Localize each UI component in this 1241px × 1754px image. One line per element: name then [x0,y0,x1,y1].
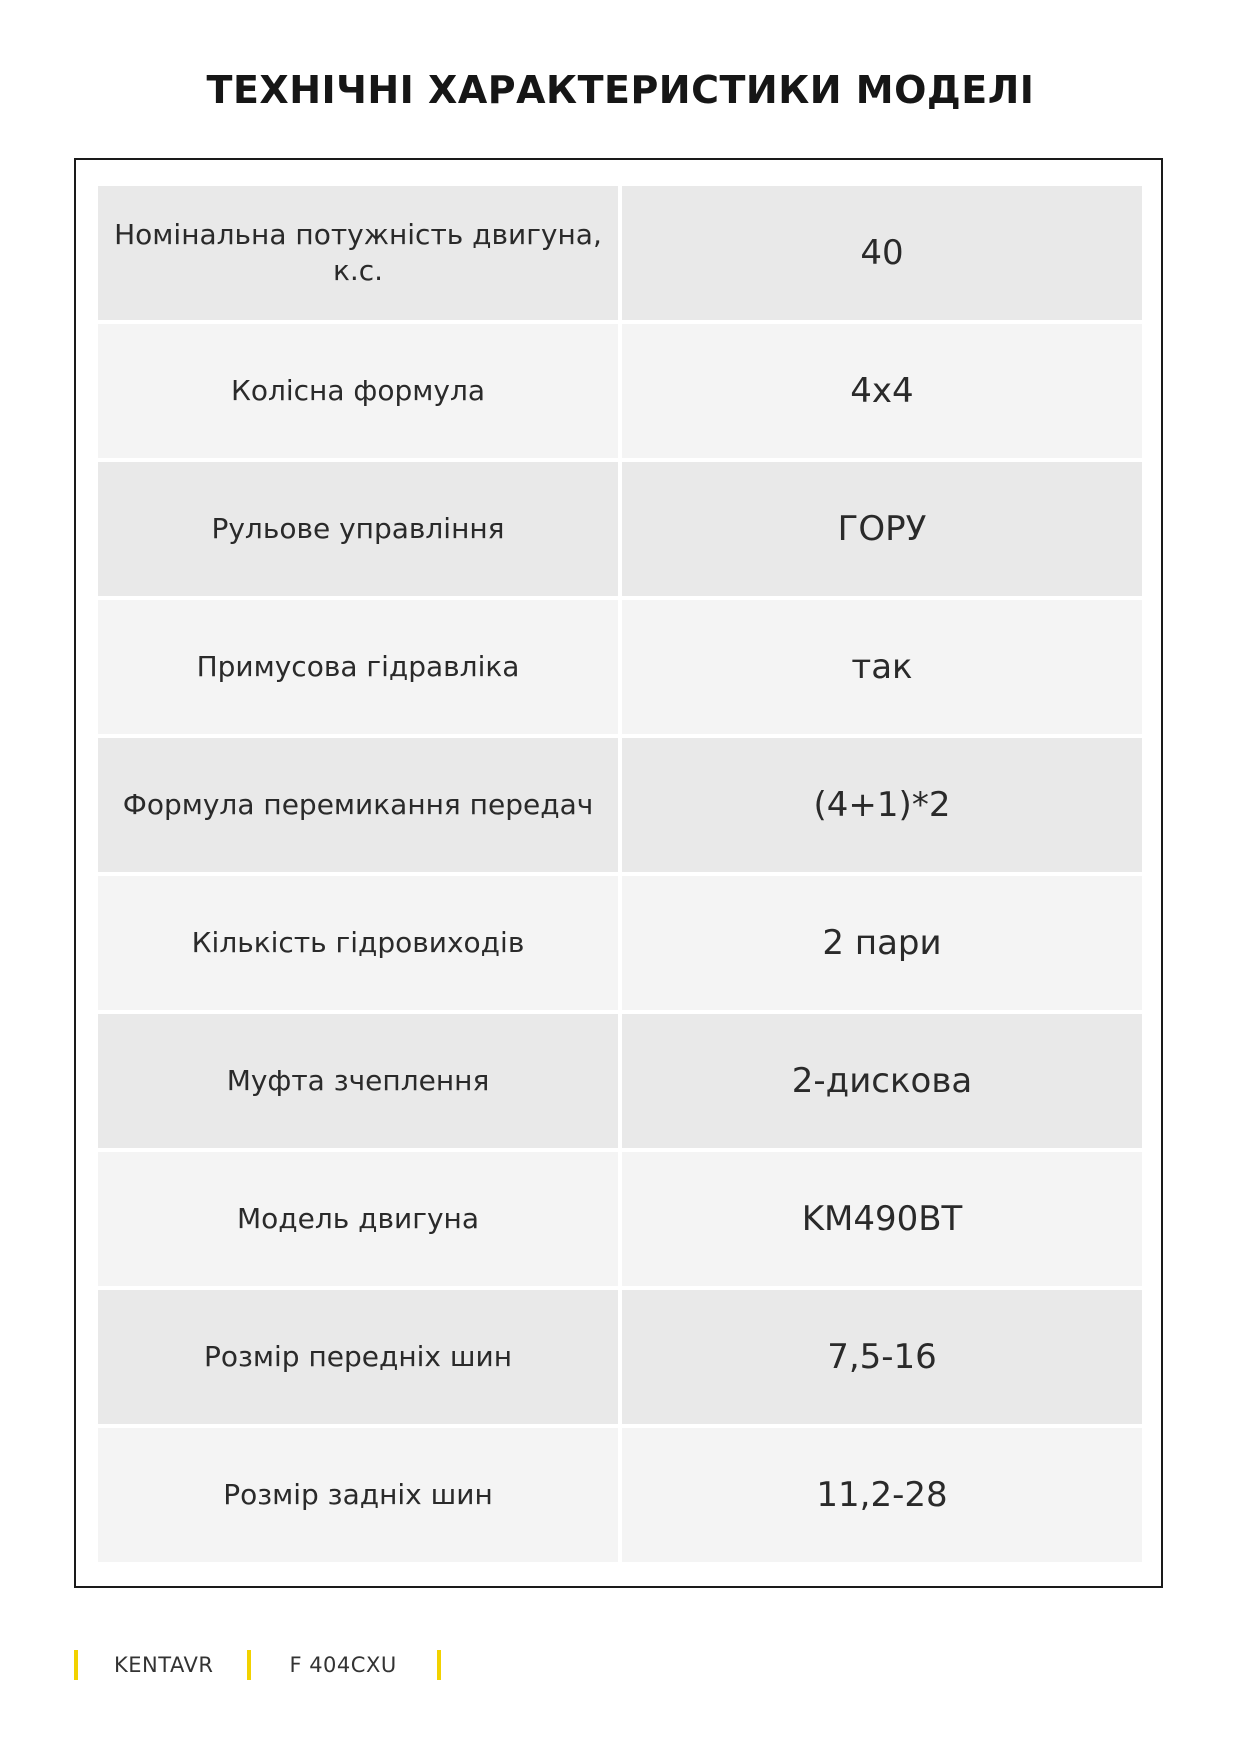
table-row [98,1152,1142,1286]
spec-label: Розмір задніх шин [98,1428,618,1562]
spec-label: Формула перемикання передач [98,738,618,872]
spec-label: Розмір передніх шин [98,1290,618,1424]
spec-value: 2-дискова [622,1014,1142,1148]
table-row [98,738,1142,872]
page-title: ТЕХНІЧНІ ХАРАКТЕРИСТИКИ МОДЕЛІ [206,68,1035,112]
spec-value: ГОРУ [622,462,1142,596]
spec-value: (4+1)*2 [622,738,1142,872]
table-row [98,324,1142,458]
spec-value: 4х4 [622,324,1142,458]
spec-label: Модель двигуна [98,1152,618,1286]
spec-label: Рульове управління [98,462,618,596]
spec-label: Кількість гідровиходів [98,876,618,1010]
footer-divider [247,1650,251,1680]
table-row [98,876,1142,1010]
spec-value: KM490BT [622,1152,1142,1286]
footer [74,1648,441,1682]
spec-value: так [622,600,1142,734]
table-row [98,186,1142,320]
table-row [98,600,1142,734]
table-row [98,1428,1142,1562]
table-row [98,1014,1142,1148]
specs-table [98,186,1142,1562]
spec-label: Муфта зчеплення [98,1014,618,1148]
spec-value: 40 [622,186,1142,320]
table-row [98,1290,1142,1424]
table-row [98,462,1142,596]
spec-value: 7,5-16 [622,1290,1142,1424]
footer-model: F 404CXU [289,1653,397,1677]
footer-brand: KENTAVR [114,1653,214,1677]
footer-divider [74,1650,78,1680]
footer-divider [437,1650,441,1680]
spec-label: Колісна формула [98,324,618,458]
spec-value: 2 пари [622,876,1142,1010]
spec-label: Номінальна потужність двигуна, к.с. [98,186,618,320]
spec-value: 11,2-28 [622,1428,1142,1562]
spec-label: Примусова гідравліка [98,600,618,734]
